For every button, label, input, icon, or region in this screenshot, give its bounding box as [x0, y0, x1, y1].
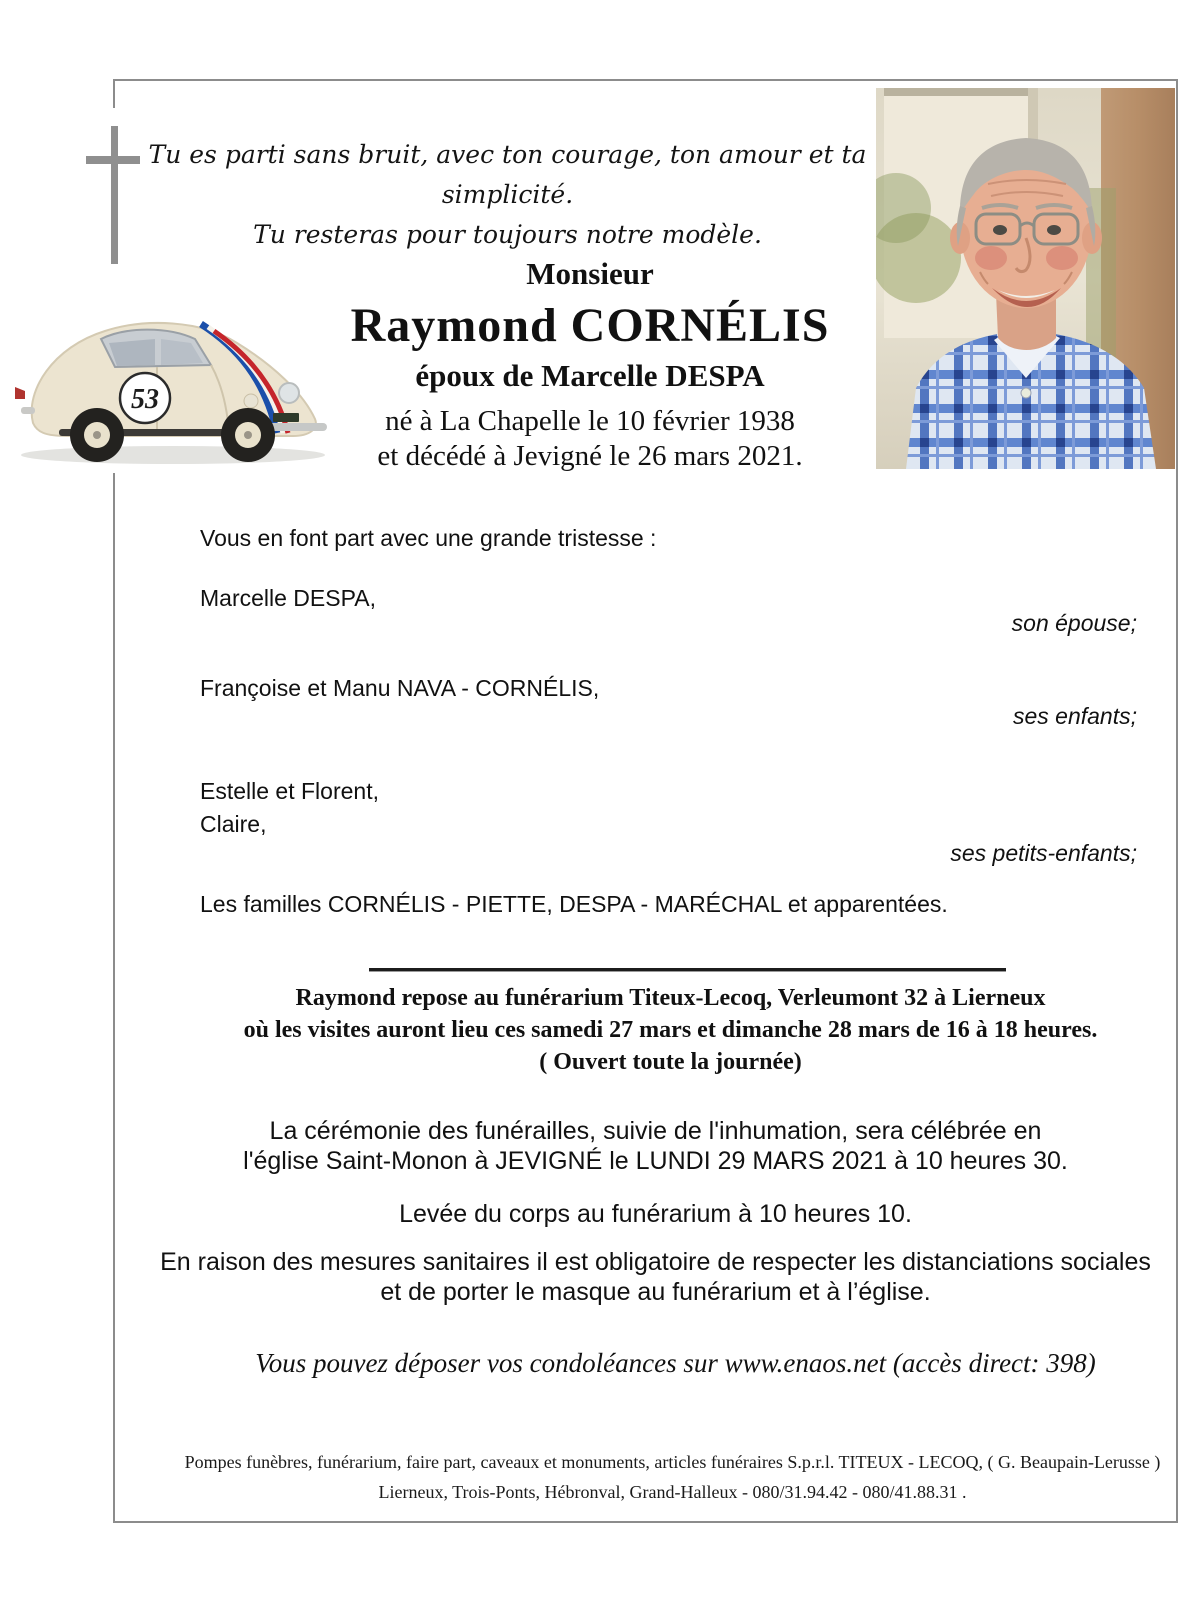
footer-line-1: Pompes funèbres, funérarium, faire part, caveaux et monuments, articles funéraires S.p.r.l. TITEUX - LECOQ, ( G. Beaupain-Lerusse )	[184, 1452, 1161, 1472]
family-role-children: ses enfants;	[1012, 703, 1137, 729]
portrait-photo	[876, 88, 1175, 469]
covid-line-2: et de porter le masque au funérarium et à l’église.	[380, 1278, 931, 1306]
deceased-name: Raymond CORNÉLIS	[350, 299, 830, 352]
funerarium-line-3: ( Ouvert toute la journée)	[539, 1049, 802, 1075]
footer-line-2: Lierneux, Trois-Ponts, Hébronval, Grand-Halleux - 080/31.94.42 - 080/41.88.31 .	[378, 1482, 967, 1502]
family-role-grandchildren: ses petits-enfants;	[950, 840, 1137, 866]
funerarium-line-1: Raymond repose au funérarium Titeux-Lecoq, Verleumont 32 à Lierneux	[295, 985, 1046, 1011]
family-member-grandchild-2: Claire,	[200, 811, 267, 837]
death-line: et décédé à Jevigné le 26 mars 2021.	[377, 440, 803, 472]
family-member-grandchild-1: Estelle et Florent,	[200, 778, 379, 804]
levee-line: Levée du corps au funérarium à 10 heures 10.	[399, 1200, 912, 1228]
divider-line	[369, 968, 1006, 972]
family-role-spouse: son épouse;	[1011, 610, 1137, 636]
birth-line: né à La Chapelle le 10 février 1938	[385, 405, 795, 437]
announcement-intro: Vous en font part avec une grande tristesse :	[200, 525, 657, 551]
condolences-line: Vous pouvez déposer vos condoléances sur www.enaos.net (accès direct: 398)	[255, 1348, 1096, 1378]
ceremony-line-1: La cérémonie des funérailles, suivie de l'inhumation, sera célébrée en	[269, 1117, 1042, 1145]
funerarium-line-2: où les visites auront lieu ces samedi 27 mars et dimanche 28 mars de 16 à 18 heures.	[243, 1017, 1098, 1043]
cross-icon	[83, 108, 145, 308]
memorial-quote	[140, 135, 875, 255]
car-number: 53	[131, 384, 159, 415]
family-member-spouse: Marcelle DESPA,	[200, 585, 376, 611]
spouse-line: époux de Marcelle DESPA	[415, 358, 765, 393]
family-member-children: Françoise et Manu NAVA - CORNÉLIS,	[200, 675, 600, 701]
covid-line-1: En raison des mesures sanitaires il est obligatoire de respecter les distanciations sociales	[160, 1248, 1151, 1276]
salutation: Monsieur	[526, 256, 654, 291]
families-line: Les familles CORNÉLIS - PIETTE, DESPA - MARÉCHAL et apparentées.	[200, 891, 948, 917]
ceremony-line-2: l'église Saint-Monon à JEVIGNÉ le LUNDI 29 MARS 2021 à 10 heures 30.	[243, 1147, 1068, 1175]
quote-line-2: Tu resteras pour toujours notre modèle.	[253, 220, 762, 249]
quote-line-1: Tu es parti sans bruit, avec ton courage, ton amour et ta simplicité.	[148, 140, 867, 209]
card-frame	[113, 79, 1178, 1523]
